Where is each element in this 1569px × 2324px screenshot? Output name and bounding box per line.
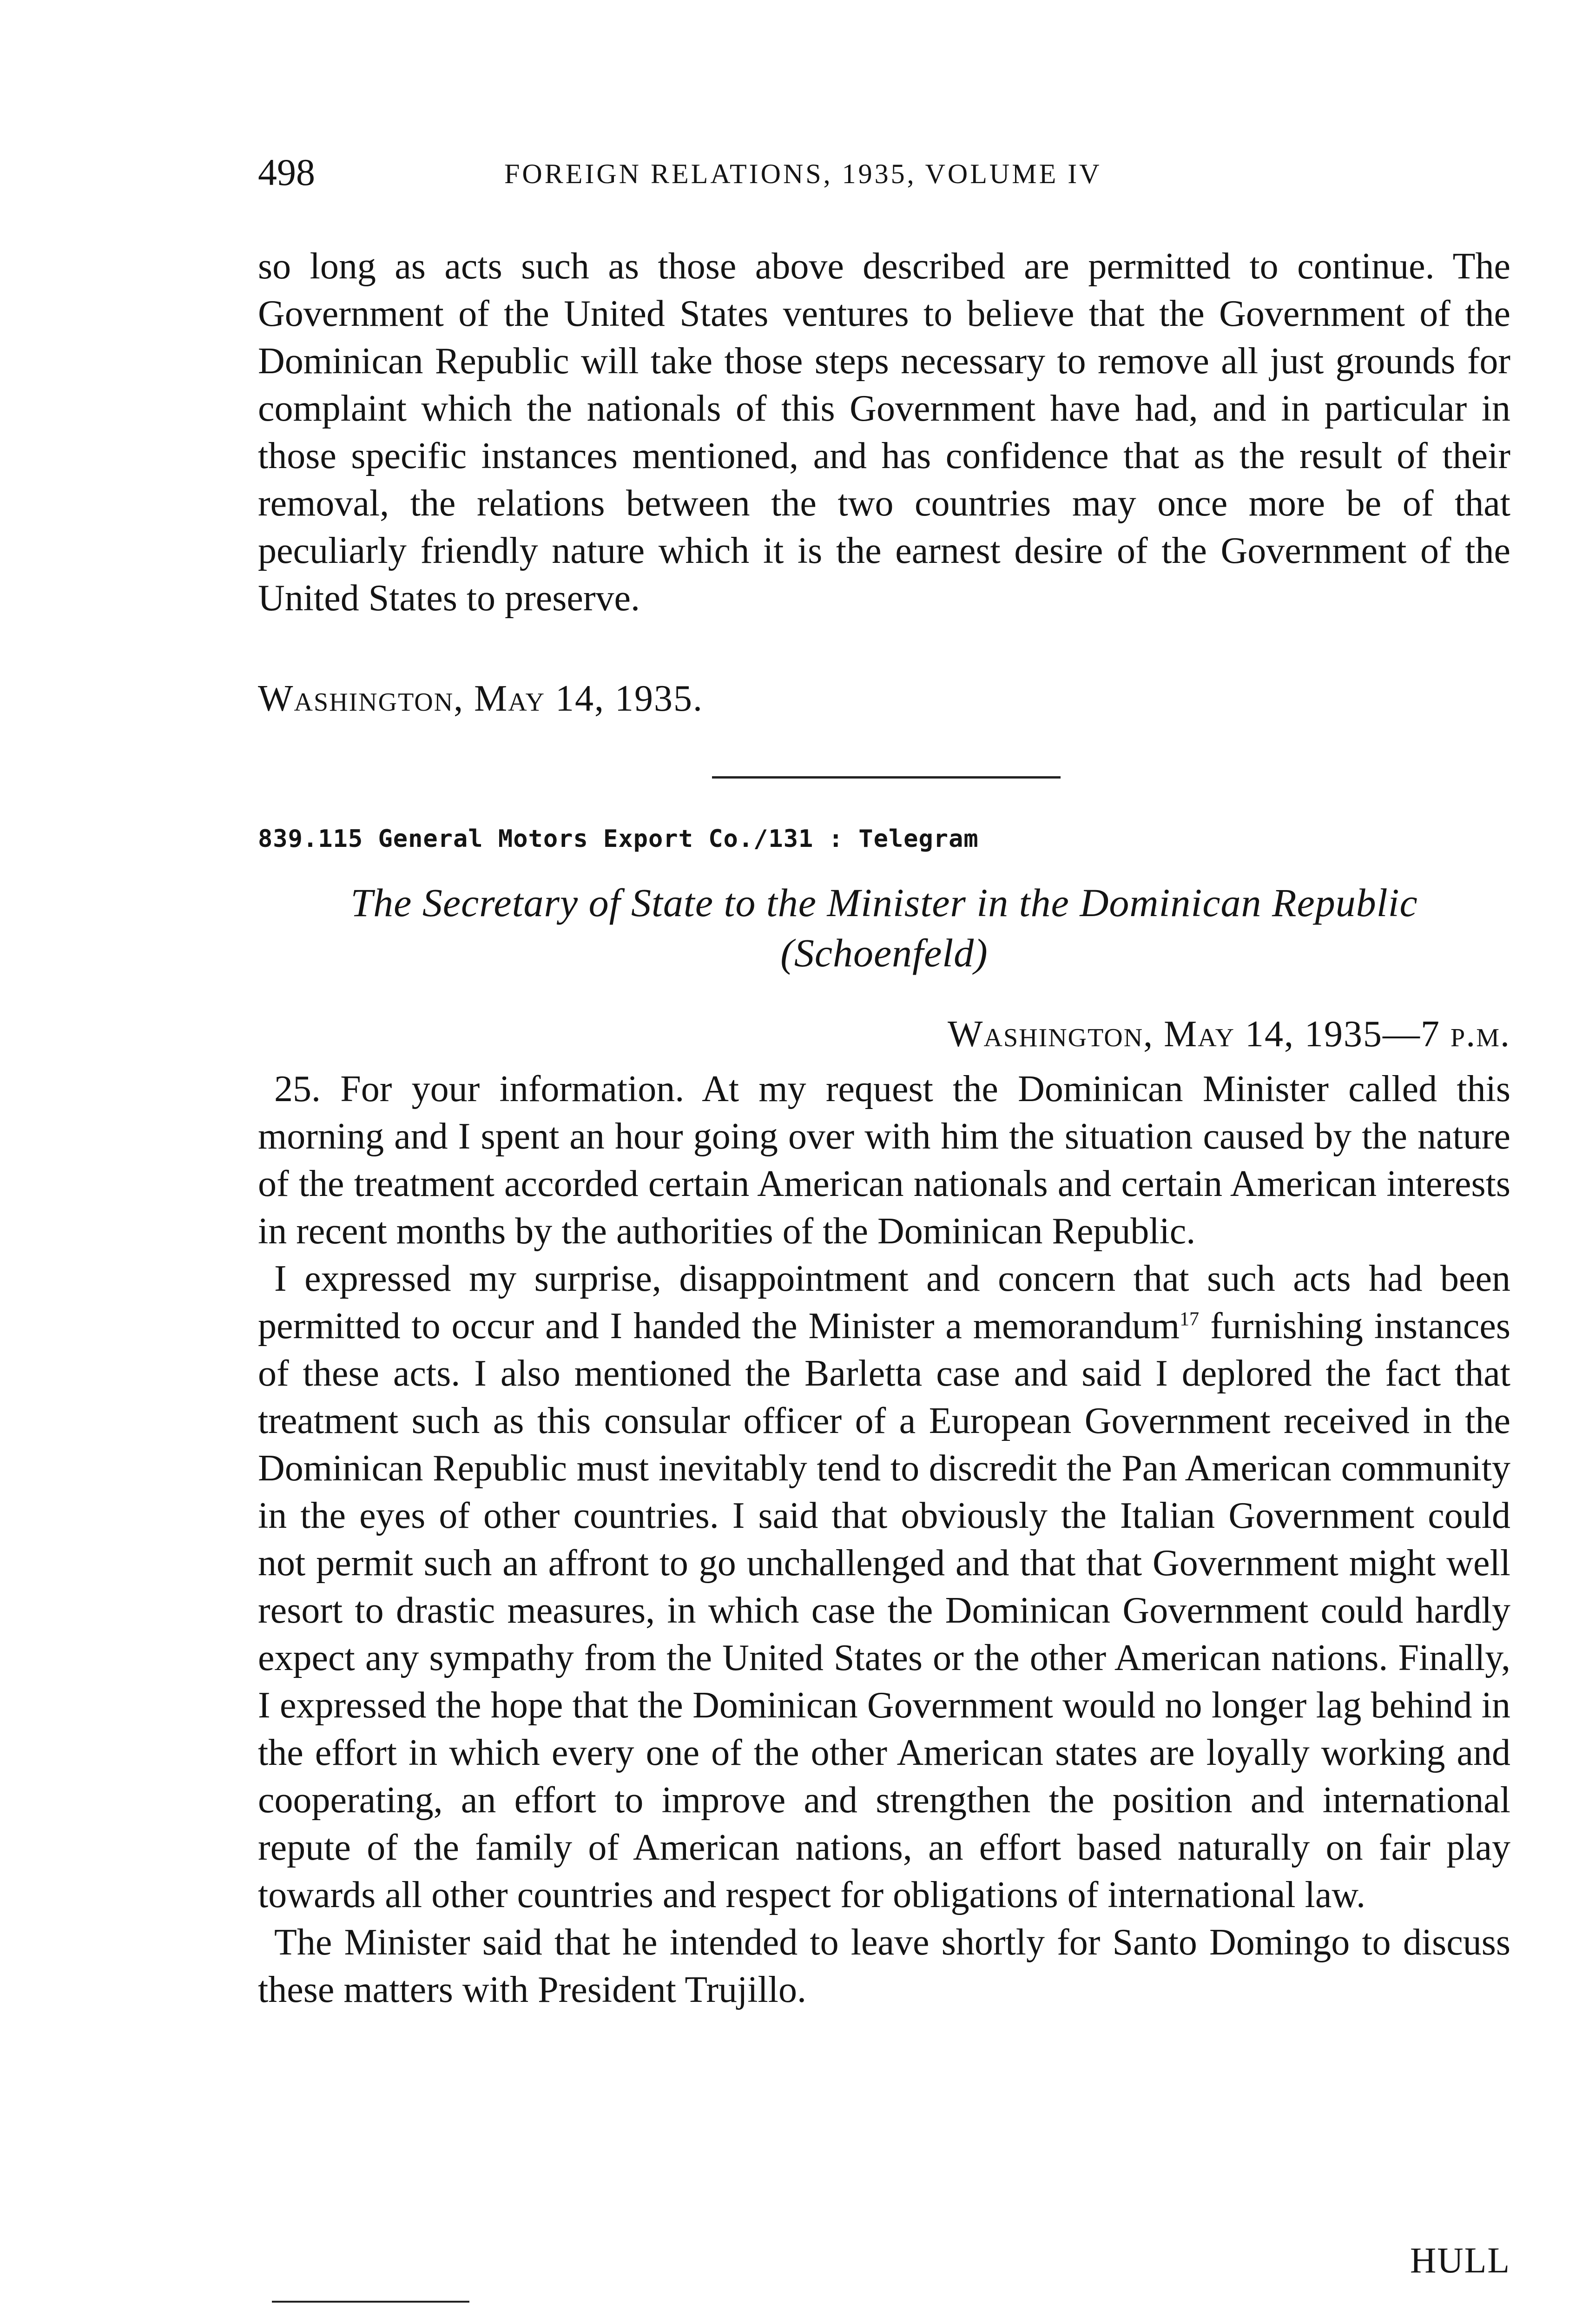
running-head — [258, 148, 1522, 199]
continued-paragraph-block — [258, 243, 1510, 622]
paragraph-2-opening: I expressed my surprise, disappointment and concern that such acts had been permitted to occur and I handed the Minister a memorandum — [258, 1258, 1510, 1347]
continued-paragraph: so long as acts such as those above described are permitted to continue. The Government of the United States ventures to believe that the Government of the Dominican Republic will take those steps necessary to remove all just grounds for complaint which the nationals of this Government have had, and in particular in those specific instances mentioned, and has confidence that as the result of their removal, the relations between the two countries may once more be of that peculiarly friendly nature which it is the earnest desire of the Government of the United States to preserve. — [258, 246, 1510, 619]
telegram-dateline — [948, 1013, 1510, 1056]
paragraph-2-continuation: I also mentioned the Barletta case and said I deplored the fact that treatment such as this consular officer of a European Government received in the Dominican Republic must inevitably tend to discredit the Pan American community in the eyes of other countries. I said that obviously the Italian Government could not permit such an affront to go unchallenged and that that Government might well resort to drastic measures, in which case the Dominican Government could hardly expect any sympathy from the United States or the other American nations. Finally, I expressed the hope that the Dominican Government would no longer lag behind in the effort in which every one of the other American states are loyally working and cooperating, an effort to improve and strengthen the position and international repute of the family of American nations, an effort based naturally on fair play towards all other countries and respect for obligations of international law. — [258, 1353, 1511, 1915]
telegram-dateline-text: Washington, May 14, 1935—7 p.m. — [948, 1014, 1510, 1055]
section-divider — [712, 776, 1061, 779]
page-number: 498 — [258, 151, 315, 193]
telegram-paragraph-3: The Minister said that he intended to leave shortly for Santo Domingo to discuss these matters with President Trujillo. — [258, 1922, 1510, 2010]
paragraph-2-footnote-clause: furnishing instances of these acts. — [258, 1306, 1511, 1394]
file-reference: 839.115 General Motors Export Co./131 : Telegram — [258, 825, 979, 853]
closing-dateline-text: Washington, May 14, 1935. — [258, 678, 704, 719]
telegram-paragraph-2 — [258, 1255, 1510, 1919]
telegram-paragraph-1: 25. For your information. At my request the Dominican Minister called this morning and I spent an hour going over with him the situation caused by the nature of the treatment accorded certain American nationals and certain American interests in recent months by the authorities of the Dominican Republic. — [258, 1069, 1510, 1252]
running-head-title: FOREIGN RELATIONS, 1935, VOLUME IV — [504, 158, 1102, 189]
signature — [1410, 2239, 1510, 2281]
signature-text: HULL — [1410, 2240, 1510, 2280]
document-title: The Secretary of State to the Minister in the Dominican Republic (Schoenfeld) — [350, 880, 1418, 975]
telegram-body — [258, 1065, 1510, 2014]
footnote-reference-marker[interactable]: 17 — [1180, 1308, 1200, 1330]
closing-dateline — [258, 678, 703, 720]
footnote-divider — [272, 2301, 469, 2303]
